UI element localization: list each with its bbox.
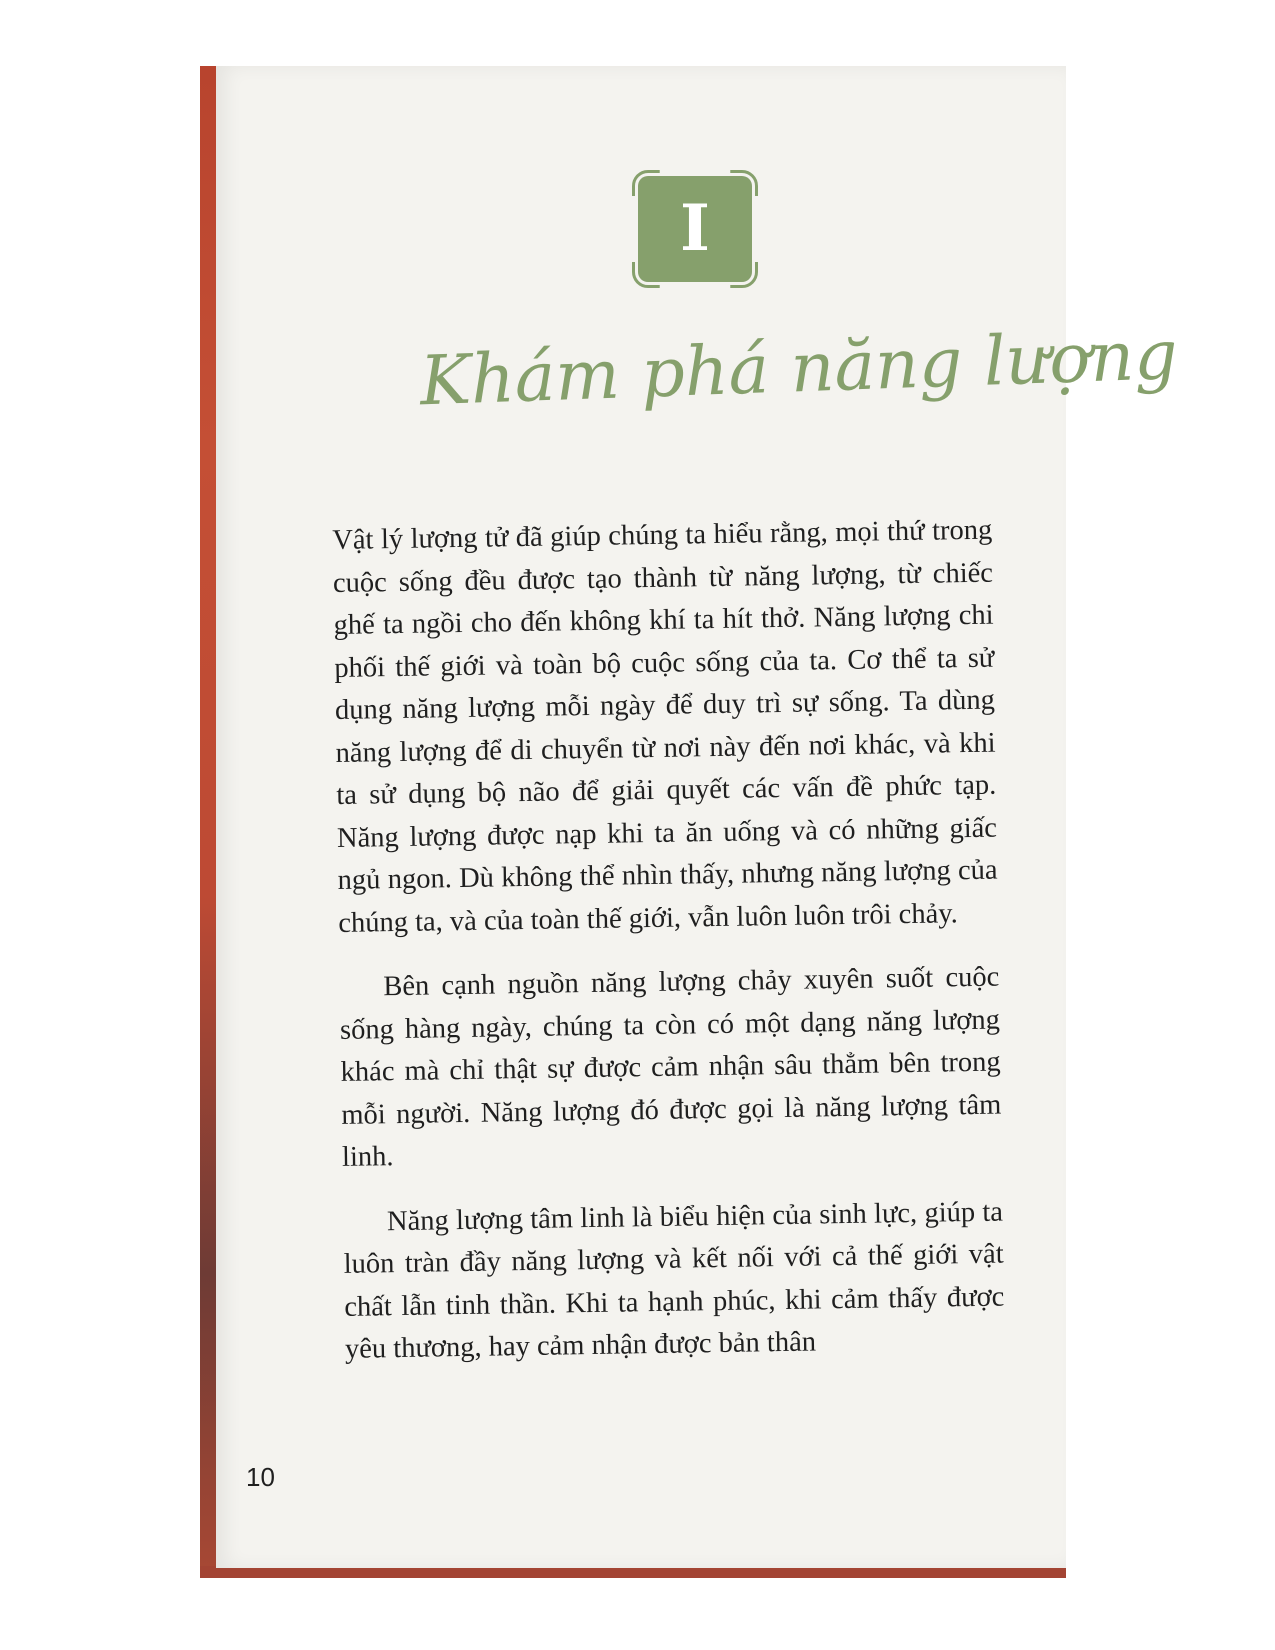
body-text bbox=[332, 510, 1006, 1394]
chapter-numeral: I bbox=[680, 191, 710, 266]
chapter-title: Khám phá năng lượng bbox=[418, 316, 1179, 422]
chapter-badge bbox=[638, 176, 752, 282]
page-number: 10 bbox=[246, 1462, 275, 1492]
paragraph-2: Bên cạnh nguồn năng lượng chảy xuyên suốt cuộc sống hàng ngày, chúng ta còn có một dạng năng lượng khác mà chỉ thật sự được cảm nhận sâu thẳm bên trong mỗi người. Năng lượng đó được gọi là năng lượng tâm linh. bbox=[339, 961, 1002, 1173]
paragraph-1: Vật lý lượng tử đã giúp chúng ta hiểu rằng, mọi thứ trong cuộc sống đều được tạo thành từ năng lượng, từ chiếc ghế ta ngồi cho đến không khí ta hít thở. Năng lượng chi phối thế giới và toàn bộ cuộc sống của ta. Cơ thể ta sử dụng năng lượng mỗi ngày để duy trì sự sống. Ta dùng năng lượng để di chuyển từ nơi này đến nơi khác, và khi ta sử dụng bộ não để giải quyết các vấn đề phức tạp. Năng lượng được nạp khi ta ăn uống và có những giấc ngủ ngon. Dù không thể nhìn thấy, nhưng năng lượng của chúng ta, và của toàn thế giới, vẫn luôn luôn trôi chảy. bbox=[332, 514, 998, 939]
paragraph-3: Năng lượng tâm linh là biểu hiện của sinh lực, giúp ta luôn tràn đầy năng lượng và kết nối với cả thế giới vật chất lẫn tinh thần. Khi ta hạnh phúc, khi cảm thấy được yêu thương, hay cảm nhận được bản thân bbox=[343, 1196, 1005, 1365]
